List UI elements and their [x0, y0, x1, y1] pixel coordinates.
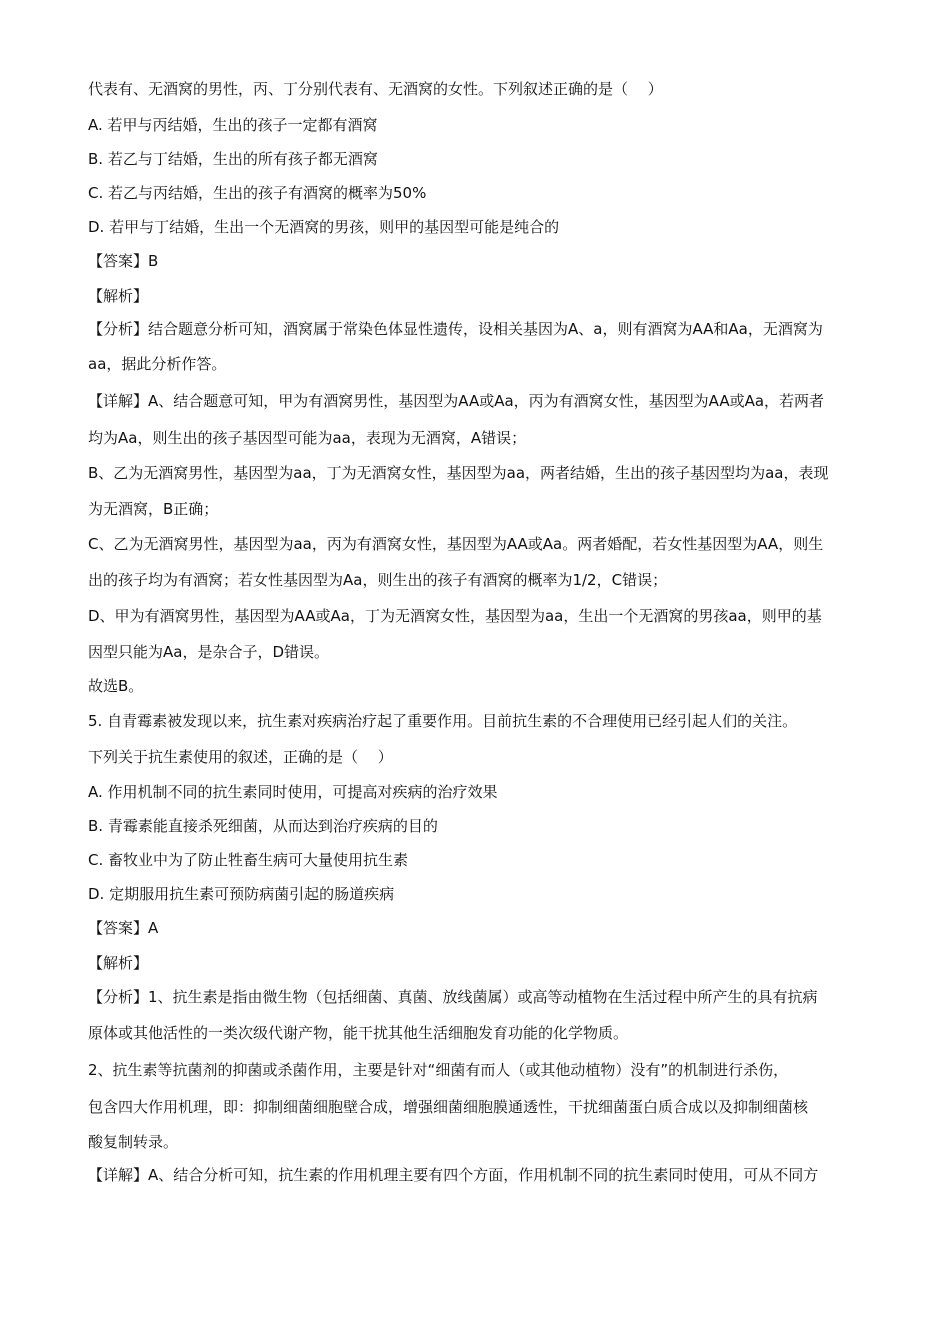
q5-analysis-title: 【解析】: [88, 954, 149, 972]
q5-option-d: D. 定期服用抗生素可预防病菌引起的肠道疾病: [88, 885, 395, 903]
q4-analysis-line: aa，据此分析作答。: [88, 355, 227, 373]
q4-analysis-line: D、甲为有酒窝男性，基因型为AA或Aa，丁为无酒窝女性，基因型为aa，生出一个无酒窝的男孩aa，则甲的基: [88, 607, 822, 625]
q4-analysis-line: B、乙为无酒窝男性，基因型为aa，丁为无酒窝女性，基因型为aa，两者结婚，生出的孩子基因型均为aa，表现: [88, 464, 829, 482]
q4-analysis-line: 出的孩子均为有酒窝；若女性基因型为Aa，则生出的孩子有酒窝的概率为1/2，C错误；: [88, 571, 668, 589]
q4-analysis-line: 均为Aa，则生出的孩子基因型可能为aa，表现为无酒窝，A错误；: [88, 429, 527, 447]
q4-option-d: D. 若甲与丁结婚，生出一个无酒窝的男孩，则甲的基因型可能是纯合的: [88, 218, 560, 236]
q4-conclusion: 故选B。: [88, 677, 144, 695]
q5-stem: 5. 自青霉素被发现以来，抗生素对疾病治疗起了重要作用。目前抗生素的不合理使用已经引起人们的关注。: [88, 712, 798, 730]
q4-analysis-title: 【解析】: [88, 287, 149, 305]
q5-stem: 下列关于抗生素使用的叙述，正确的是（ ）: [88, 748, 393, 766]
q5-option-a: A. 作用机制不同的抗生素同时使用，可提高对疾病的治疗效果: [88, 783, 498, 801]
q4-option-a: A. 若甲与丙结婚，生出的孩子一定都有酒窝: [88, 116, 378, 134]
q5-analysis-line: 原体或其他活性的一类次级代谢产物，能干扰其他生活细胞发育功能的化学物质。: [88, 1024, 629, 1042]
q5-analysis-line: 2、抗生素等抗菌剂的抑菌或杀菌作用，主要是针对“细菌有而人（或其他动植物）没有”的机制进行杀伤，: [88, 1061, 789, 1079]
q5-option-b: B. 青霉素能直接杀死细菌，从而达到治疗疾病的目的: [88, 817, 438, 835]
q5-analysis-line: 【分析】1、抗生素是指由微生物（包括细菌、真菌、放线菌属）或高等动植物在生活过程中所产生的具有抗病: [88, 988, 818, 1006]
q5-analysis-line: 酸复制转录。: [88, 1133, 179, 1151]
q4-option-b: B. 若乙与丁结婚，生出的所有孩子都无酒窝: [88, 150, 378, 168]
q4-analysis-line: 【详解】A、结合题意可知，甲为有酒窝男性，基因型为AA或Aa，丙为有酒窝女性，基因型为AA或Aa，若两者: [88, 392, 825, 410]
q4-stem: 代表有、无酒窝的男性，丙、丁分别代表有、无酒窝的女性。下列叙述正确的是（ ）: [88, 80, 663, 98]
q5-option-c: C. 畜牧业中为了防止牲畜生病可大量使用抗生素: [88, 851, 409, 869]
q5-answer: 【答案】A: [88, 919, 159, 937]
q4-analysis-line: 为无酒窝，B正确；: [88, 500, 219, 518]
q4-option-c: C. 若乙与丙结婚，生出的孩子有酒窝的概率为50%: [88, 184, 427, 202]
q4-analysis-line: 因型只能为Aa，是杂合子，D错误。: [88, 643, 330, 661]
q5-analysis-line: 包含四大作用机理，即：抑制细菌细胞壁合成，增强细菌细胞膜通透性，干扰细菌蛋白质合成以及抑制细菌核: [88, 1098, 809, 1116]
q4-analysis-line: 【分析】结合题意分析可知，酒窝属于常染色体显性遗传，设相关基因为A、a，则有酒窝为AA和Aa，无酒窝为: [88, 320, 823, 338]
q4-answer: 【答案】B: [88, 252, 159, 270]
q5-analysis-line: 【详解】A、结合分析可知，抗生素的作用机理主要有四个方面，作用机制不同的抗生素同时使用，可从不同方: [88, 1166, 819, 1184]
q4-analysis-line: C、乙为无酒窝男性，基因型为aa，丙为有酒窝女性，基因型为AA或Aa。两者婚配，若女性基因型为AA，则生: [88, 535, 824, 553]
